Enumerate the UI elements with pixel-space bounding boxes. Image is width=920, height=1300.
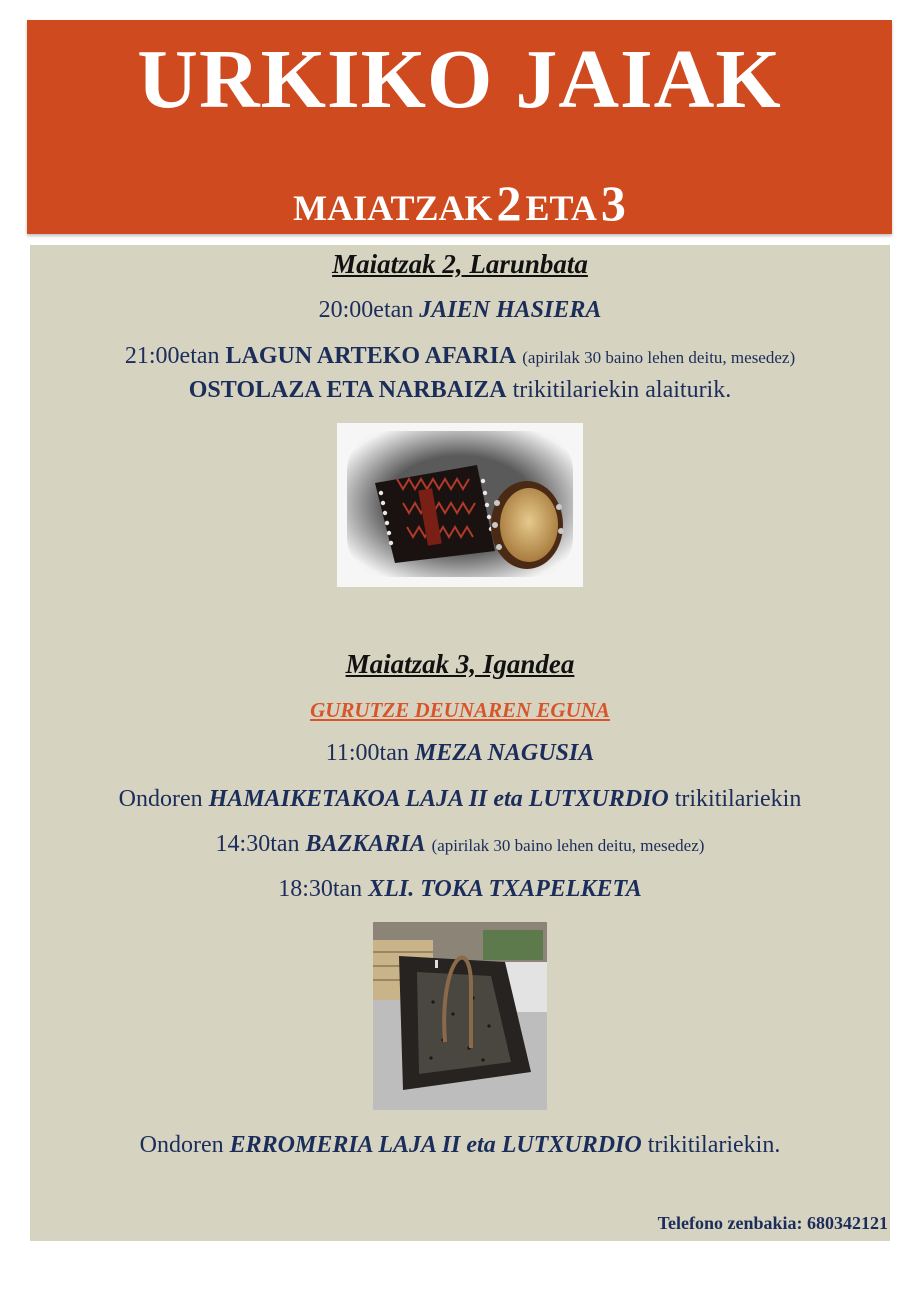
subtitle-and: ETA (525, 188, 597, 228)
accordion-tambourine-icon (337, 423, 583, 587)
day2-event-2 (30, 785, 890, 814)
day2-event-5-rest: trikitilariekin. (647, 1132, 781, 1158)
day2-event-5-title: ERROMERIA LAJA II eta LUTXURDIO (229, 1132, 642, 1158)
day2-feast-label: GURUTZE DEUNAREN EGUNA (310, 698, 610, 722)
day1-event-3 (30, 376, 890, 405)
day2-event-4 (30, 875, 890, 904)
day2-event-2-pre: Ondoren (118, 786, 203, 812)
day2-event-2-rest: trikitilariekin (674, 786, 802, 812)
day1-event-1-title: JAIEN HASIERA (419, 297, 602, 323)
page-subtitle (27, 175, 892, 231)
subtitle-month: MAIATZAK (293, 188, 493, 228)
day1-event-1 (30, 296, 890, 325)
day2-event-2-title: HAMAIKETAKOA LAJA II eta LUTXURDIO (208, 786, 669, 812)
day1-heading: Maiatzak 2, Larunbata (332, 249, 588, 279)
day2-event-5 (30, 1131, 890, 1160)
toka-photo (373, 922, 547, 1110)
day2-event-3 (30, 830, 890, 859)
page-title: URKIKO JAIAK (137, 33, 782, 126)
day2-event-3-title: BAZKARIA (305, 831, 426, 857)
day2-heading: Maiatzak 3, Igandea (345, 649, 575, 679)
subtitle-day-3: 3 (600, 175, 626, 231)
accordion-photo (337, 423, 583, 587)
toka-game-icon (373, 922, 547, 1110)
day1-event-1-time: 20:00etan (318, 297, 414, 323)
day1-event-2-title: LAGUN ARTEKO AFARIA (225, 343, 517, 369)
day2-feast (30, 698, 890, 723)
day1-event-3-musicians: OSTOLAZA ETA NARBAIZA (188, 377, 507, 403)
day2-event-1-title: MEZA NAGUSIA (414, 740, 595, 766)
header-banner (27, 20, 892, 234)
day2-event-4-title: XLI. TOKA TXAPELKETA (368, 876, 642, 902)
day2-event-5-pre: Ondoren (139, 1132, 224, 1158)
day2-event-1 (30, 739, 890, 768)
program-panel (30, 245, 890, 1241)
day1-event-3-rest: trikitilariekin alaiturik. (512, 377, 732, 403)
day1-event-2 (30, 342, 890, 371)
day2-event-1-time: 11:00tan (325, 740, 409, 766)
day2-event-3-time: 14:30tan (215, 831, 300, 857)
day1-event-2-time: 21:00etan (124, 343, 220, 369)
day1-event-2-note: (apirilak 30 baino lehen deitu, mesedez) (522, 348, 796, 367)
day2-event-4-time: 18:30tan (278, 876, 363, 902)
day2-event-3-note: (apirilak 30 baino lehen deitu, mesedez) (431, 836, 705, 855)
phone-number: Telefono zenbakia: 680342121 (657, 1213, 888, 1233)
subtitle-day-2: 2 (496, 175, 522, 231)
